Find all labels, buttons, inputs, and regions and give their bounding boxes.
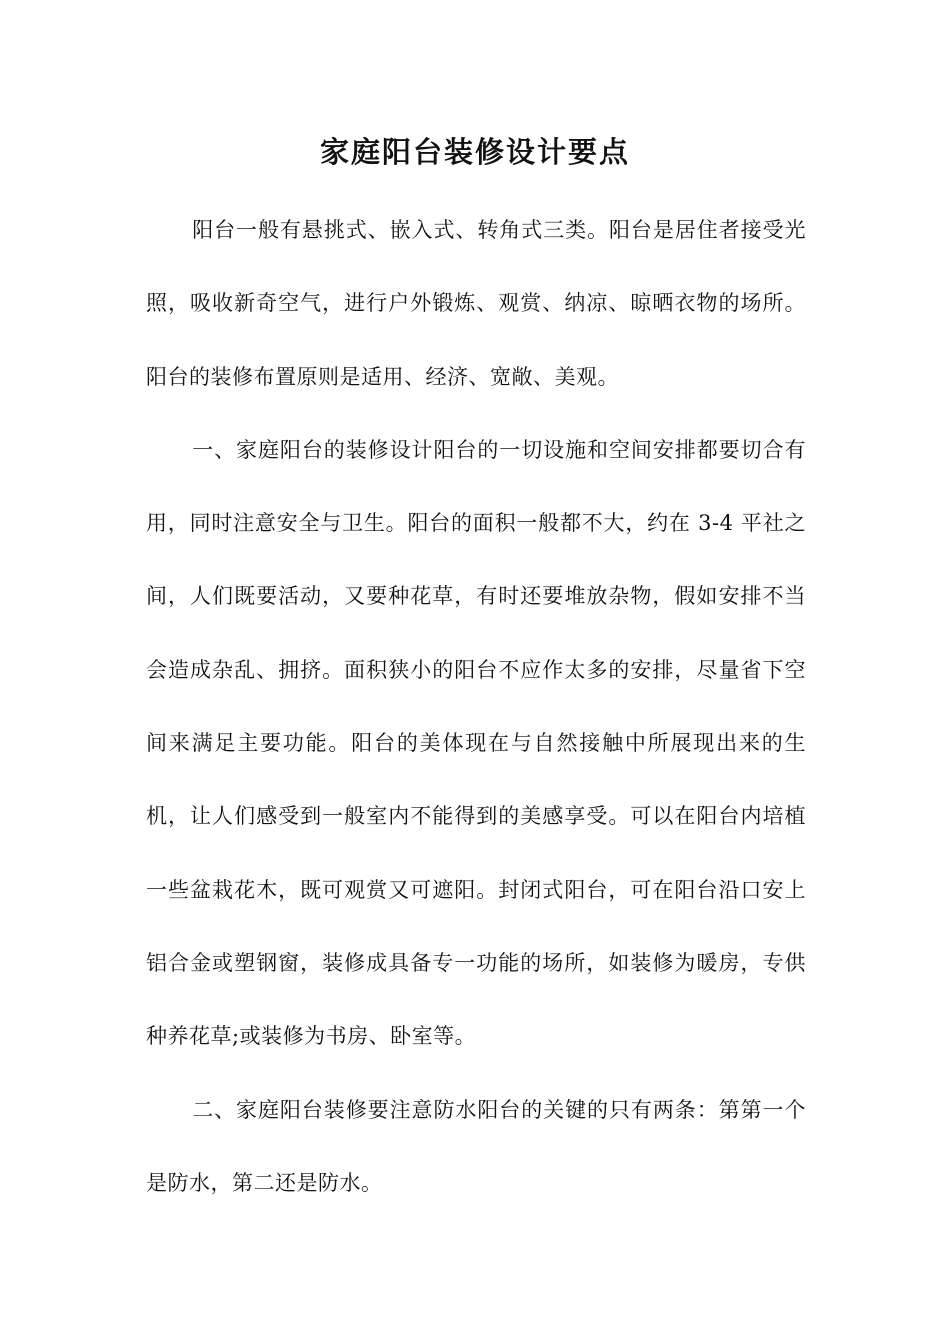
paragraph-section-one: 一、家庭阳台的装修设计阳台的一切设施和空间安排都要切合有用，同时注意安全与卫生。阳台的面积一般都不大，约在 3-4 平社之间，人们既要活动，又要种花草，有时还要堆放杂物，假如安排不当会造成杂乱、拥挤。面积狭小的阳台不应作太多的安排，尽量省下空间来满足主要功能。阳台的美体现在与自然接触中所展现出来的生机，让人们感受到一般室内不能得到的美感享受。可以在阳台内培植一些盆栽花木，既可观赏又可遮阳。封闭式阳台，可在阳台沿口安上铝合金或塑钢窗，装修成具备专一功能的场所，如装修为暖房，专供种养花草;或装修为书房、卧室等。 bbox=[146, 437, 806, 1049]
document-body bbox=[146, 194, 806, 1220]
document-title: 家庭阳台装修设计要点 bbox=[319, 135, 630, 169]
paragraph-intro: 阳台一般有悬挑式、嵌入式、转角式三类。阳台是居住者接受光照，吸收新奇空气，进行户外锻炼、观赏、纳凉、晾晒衣物的场所。阳台的装修布置原则是适用、经济、宽敞、美观。 bbox=[146, 218, 806, 389]
paragraph-section-two: 二、家庭阳台装修要注意防水阳台的关键的只有两条：第第一个是防水，第二还是防水。 bbox=[146, 1097, 806, 1195]
